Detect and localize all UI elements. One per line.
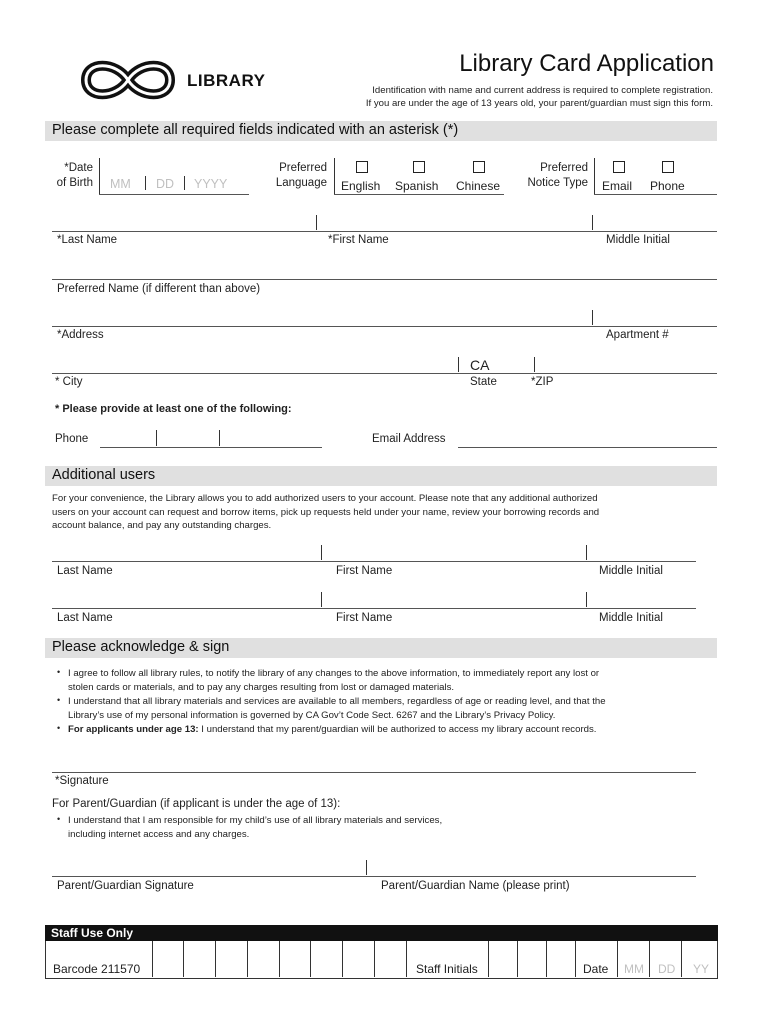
staff-initials-label: Staff Initials (416, 962, 478, 976)
additional-users-text: For your convenience, the Library allows you to add authorized users to your account. Please note that any additional authorized users on your account can request and borrow items, pick up requests held under your name, review your borrowing records and account balance, and pay any outstanding charges. (52, 493, 600, 531)
dob-label: *Date of Birth (56, 162, 93, 189)
email-input-line[interactable] (458, 447, 717, 448)
additional-user-2-line[interactable] (52, 608, 696, 609)
dob-year-field[interactable]: YYYY (194, 177, 228, 191)
user1-first-label: First Name (336, 565, 393, 577)
provide-one-note: * Please provide at least one of the following: (55, 403, 292, 415)
logo-text: LIBRARY (187, 71, 266, 90)
staff-date-mm[interactable]: MM (624, 962, 644, 976)
preferred-name-line[interactable] (52, 279, 717, 280)
first-name-label: *First Name (328, 234, 389, 246)
state-label: State (470, 376, 497, 388)
name-input-line[interactable] (52, 231, 717, 232)
parent-heading: For Parent/Guardian (if applicant is under the age of 13): (52, 798, 341, 810)
infinity-logo-icon (78, 55, 178, 105)
user2-last-label: Last Name (57, 612, 113, 624)
city-state-zip-line[interactable] (52, 373, 717, 374)
staff-date-yy[interactable]: YY (693, 962, 710, 976)
user1-last-label: Last Name (57, 565, 113, 577)
city-label: * City (55, 376, 83, 388)
zip-label: *ZIP (531, 376, 554, 388)
staff-use-heading: Staff Use Only (45, 925, 718, 941)
notice-type-label: Preferred Notice Type (527, 162, 588, 189)
last-name-label: *Last Name (57, 234, 118, 246)
chinese-checkbox[interactable] (473, 161, 485, 173)
staff-use-table (45, 941, 718, 979)
spanish-checkbox[interactable] (413, 161, 425, 173)
email-notice-label: Email (602, 179, 633, 193)
signature-label: *Signature (55, 775, 109, 787)
apartment-label: Apartment # (606, 329, 669, 341)
user2-first-label: First Name (336, 612, 393, 624)
page-title: Library Card Application (459, 50, 714, 77)
email-notice-checkbox[interactable] (613, 161, 625, 173)
ack-bullet-2: I understand that all library materials and services are available to all members, regardless of age or reading level, and that the Library’s use of my personal information is governed by CA Gov’t Code Sect. 6267 and the Library’s Privacy Policy. (68, 696, 606, 721)
spanish-label: Spanish (395, 179, 439, 193)
phone-input-line[interactable] (100, 447, 322, 448)
barcode-label: Barcode 211570 (53, 962, 141, 976)
middle-initial-label: Middle Initial (606, 234, 670, 246)
parent-name-label: Parent/Guardian Name (please print) (381, 880, 570, 892)
acknowledge-heading: Please acknowledge & sign (45, 638, 717, 658)
dob-day-field[interactable]: DD (156, 177, 175, 191)
required-fields-heading: Please complete all required fields indicated with an asterisk (*) (45, 121, 717, 141)
state-value: CA (470, 357, 490, 373)
dob-month-field[interactable]: MM (110, 177, 131, 191)
ack-bullet-3: For applicants under age 13: I understand that my parent/guardian will be authorized to access my library account records. (68, 724, 597, 735)
address-label: *Address (57, 329, 104, 341)
address-line[interactable] (52, 326, 717, 327)
additional-user-1-line[interactable] (52, 561, 696, 562)
user2-middle-label: Middle Initial (599, 612, 663, 624)
email-label: Email Address (372, 433, 446, 445)
preferred-language-label: Preferred Language (275, 162, 327, 189)
additional-users-heading: Additional users (45, 466, 717, 486)
parent-bullet: I understand that I am responsible for my child’s use of all library materials and services, including internet access and any charges. (68, 815, 443, 840)
staff-date-label: Date (583, 962, 609, 976)
english-checkbox[interactable] (356, 161, 368, 173)
library-logo (78, 55, 278, 105)
preferred-name-label: Preferred Name (if different than above) (57, 283, 261, 295)
ack-bullet-1: I agree to follow all library rules, to notify the library of any changes to the above information, to immediately report any lost or stolen cards or materials, and to pay any charges resulting from lost or damaged materials. (68, 668, 600, 693)
staff-date-dd[interactable]: DD (658, 962, 676, 976)
phone-notice-label: Phone (650, 179, 685, 193)
user1-middle-label: Middle Initial (599, 565, 663, 577)
signature-line[interactable] (52, 772, 696, 773)
parent-signature-line[interactable] (52, 876, 696, 877)
phone-notice-checkbox[interactable] (662, 161, 674, 173)
subtitle-2: If you are under the age of 13 years old, your parent/guardian must sign this form. (365, 98, 713, 109)
chinese-label: Chinese (456, 179, 501, 193)
parent-signature-label: Parent/Guardian Signature (57, 880, 194, 892)
phone-label: Phone (55, 433, 89, 445)
subtitle-1: Identification with name and current address is required to complete registration. (372, 85, 713, 96)
english-label: English (341, 179, 381, 193)
